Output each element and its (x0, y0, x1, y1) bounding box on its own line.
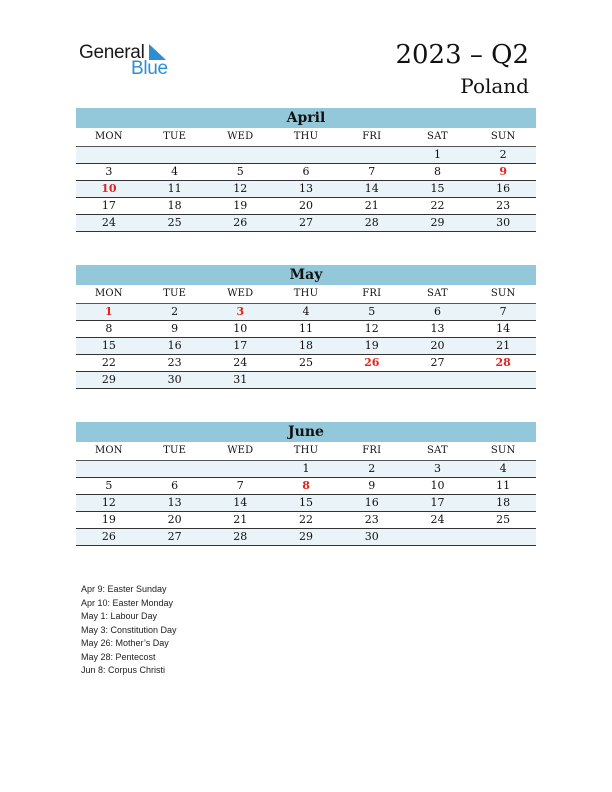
day-cell: 14 (364, 182, 379, 195)
day-cell: 13 (167, 496, 182, 509)
day-cell: 6 (302, 165, 310, 178)
day-cell: 12 (364, 322, 379, 335)
day-cell: 7 (499, 305, 507, 318)
day-cell (339, 372, 405, 388)
holiday-list (81, 583, 177, 678)
day-cell: 1 (302, 462, 310, 475)
day-cell: 12 (101, 496, 116, 509)
week-row (76, 478, 536, 495)
day-cell: 2 (171, 305, 179, 318)
day-cell (273, 372, 339, 388)
weekday-label: SUN (490, 445, 516, 456)
day-cell: 8 (105, 322, 113, 335)
weekday-label: MON (94, 445, 123, 456)
holiday-note: May 1: Labour Day (81, 611, 158, 621)
day-cell: 11 (167, 182, 182, 195)
weekday-label: SUN (490, 131, 516, 142)
day-cell: 13 (430, 322, 445, 335)
weekday-label: MON (94, 288, 123, 299)
day-cell (76, 461, 142, 477)
weekday-label: TUE (163, 288, 187, 299)
day-cell: 23 (496, 199, 511, 212)
holiday-note: May 3: Constitution Day (81, 624, 177, 635)
day-cell (470, 372, 536, 388)
day-cell: 3 (105, 165, 113, 178)
week-row (76, 304, 536, 321)
day-cell: 19 (233, 199, 248, 212)
logo-word-general: General (79, 42, 145, 63)
week-row (76, 198, 536, 215)
week-row (76, 215, 536, 232)
day-cell: 21 (233, 513, 248, 526)
day-cell: 11 (299, 322, 314, 335)
day-cell: 4 (499, 462, 507, 475)
day-cell: 7 (236, 479, 244, 492)
day-cell: 16 (167, 339, 182, 352)
day-cell: 5 (368, 305, 376, 318)
day-cell: 20 (299, 199, 314, 212)
holiday-note: Apr 10: Easter Monday (81, 597, 174, 608)
day-cell: 30 (496, 216, 511, 229)
day-cell: 20 (430, 339, 445, 352)
weekday-label: TUE (163, 445, 187, 456)
week-row (76, 355, 536, 372)
period-title: 2023 – Q2 (395, 40, 529, 70)
week-row (76, 321, 536, 338)
day-cell: 23 (364, 513, 379, 526)
day-cell: 13 (299, 182, 314, 195)
day-cell: 2 (368, 462, 376, 475)
day-cell: 24 (101, 216, 116, 229)
holiday-note: Jun 8: Corpus Christi (81, 665, 166, 675)
logo-word-blue: Blue (131, 58, 168, 79)
day-cell: 3 (433, 462, 441, 475)
day-cell: 26 (101, 530, 116, 543)
country-name: Poland (460, 74, 529, 98)
day-cell: 15 (299, 496, 314, 509)
day-cell: 2 (499, 148, 507, 161)
weekday-label: SAT (427, 288, 448, 299)
day-cell: 16 (496, 182, 511, 195)
weekday-label: THU (293, 445, 319, 456)
day-cell: 18 (299, 339, 314, 352)
day-cell: 1 (105, 305, 113, 318)
day-cell: 16 (364, 496, 379, 509)
weekday-label: THU (293, 131, 319, 142)
day-cell: 14 (496, 322, 511, 335)
day-cell: 15 (101, 339, 116, 352)
week-row (76, 147, 536, 164)
day-cell: 17 (430, 496, 445, 509)
day-cell: 21 (364, 199, 379, 212)
day-cell: 22 (430, 199, 445, 212)
day-cell: 10 (101, 182, 117, 195)
day-cell: 28 (233, 530, 248, 543)
day-cell: 28 (495, 356, 511, 369)
day-cell: 25 (167, 216, 182, 229)
day-cell: 8 (433, 165, 441, 178)
day-cell: 27 (167, 530, 182, 543)
month-title: April (76, 108, 536, 128)
day-cell: 5 (236, 165, 244, 178)
month-calendar-may (76, 265, 536, 389)
weekday-label: WED (227, 445, 254, 456)
holiday-note: May 28: Pentecost (81, 651, 156, 662)
day-cell: 9 (171, 322, 179, 335)
day-cell: 4 (171, 165, 179, 178)
day-cell (470, 529, 536, 545)
week-row (76, 512, 536, 529)
weekday-label: TUE (163, 131, 187, 142)
month-title: May (76, 265, 536, 285)
day-cell (273, 147, 339, 163)
day-cell (207, 461, 273, 477)
day-cell: 8 (302, 479, 310, 492)
brand-logo (79, 42, 179, 82)
day-cell: 12 (233, 182, 248, 195)
day-cell: 17 (101, 199, 116, 212)
day-cell (76, 147, 142, 163)
day-cell: 15 (430, 182, 445, 195)
day-cell: 14 (233, 496, 248, 509)
weekday-header (76, 285, 536, 304)
day-cell: 10 (430, 479, 445, 492)
day-cell: 29 (299, 530, 314, 543)
day-cell: 23 (167, 356, 182, 369)
week-row (76, 495, 536, 512)
weekday-header (76, 442, 536, 461)
day-cell: 11 (496, 479, 511, 492)
weekday-label: WED (227, 288, 254, 299)
weekday-label: MON (94, 131, 123, 142)
week-row (76, 529, 536, 546)
weekday-label: THU (293, 288, 319, 299)
week-row (76, 181, 536, 198)
weekday-label: FRI (362, 131, 382, 142)
day-cell (142, 461, 208, 477)
weekday-header (76, 128, 536, 147)
day-cell: 4 (302, 305, 310, 318)
day-cell: 6 (433, 305, 441, 318)
day-cell: 24 (430, 513, 445, 526)
day-cell: 22 (101, 356, 116, 369)
weekday-label: SAT (427, 131, 448, 142)
day-cell: 30 (364, 530, 379, 543)
day-cell: 25 (496, 513, 511, 526)
day-cell: 17 (233, 339, 248, 352)
day-cell: 3 (236, 305, 245, 318)
weekday-label: SUN (490, 288, 516, 299)
month-title: June (76, 422, 536, 442)
day-cell: 19 (101, 513, 116, 526)
day-cell: 9 (499, 165, 507, 178)
day-cell: 5 (105, 479, 113, 492)
day-cell: 26 (364, 356, 380, 369)
month-calendar-april (76, 108, 536, 232)
day-cell: 31 (233, 373, 248, 386)
day-cell: 22 (299, 513, 314, 526)
holiday-note: May 26: Mother’s Day (81, 638, 169, 648)
weekday-label: SAT (427, 445, 448, 456)
day-cell: 19 (364, 339, 379, 352)
day-cell: 9 (368, 479, 376, 492)
day-cell: 29 (101, 373, 116, 386)
day-cell (405, 529, 471, 545)
week-row (76, 338, 536, 355)
weekday-label: WED (227, 131, 254, 142)
day-cell: 10 (233, 322, 248, 335)
month-calendar-june (76, 422, 536, 546)
day-cell: 7 (368, 165, 376, 178)
day-cell (207, 147, 273, 163)
day-cell: 24 (233, 356, 248, 369)
day-cell: 18 (167, 199, 182, 212)
holiday-note: Apr 9: Easter Sunday (81, 584, 167, 594)
week-row (76, 461, 536, 478)
day-cell: 6 (171, 479, 179, 492)
day-cell: 28 (364, 216, 379, 229)
day-cell: 27 (430, 356, 445, 369)
day-cell (339, 147, 405, 163)
day-cell: 25 (299, 356, 314, 369)
day-cell: 21 (496, 339, 511, 352)
weekday-label: FRI (362, 288, 382, 299)
week-row (76, 372, 536, 389)
day-cell: 26 (233, 216, 248, 229)
day-cell: 18 (496, 496, 511, 509)
weekday-label: FRI (362, 445, 382, 456)
day-cell (142, 147, 208, 163)
day-cell: 30 (167, 373, 182, 386)
week-row (76, 164, 536, 181)
day-cell: 20 (167, 513, 182, 526)
day-cell: 1 (433, 148, 441, 161)
day-cell (405, 372, 471, 388)
day-cell: 29 (430, 216, 445, 229)
day-cell: 27 (299, 216, 314, 229)
